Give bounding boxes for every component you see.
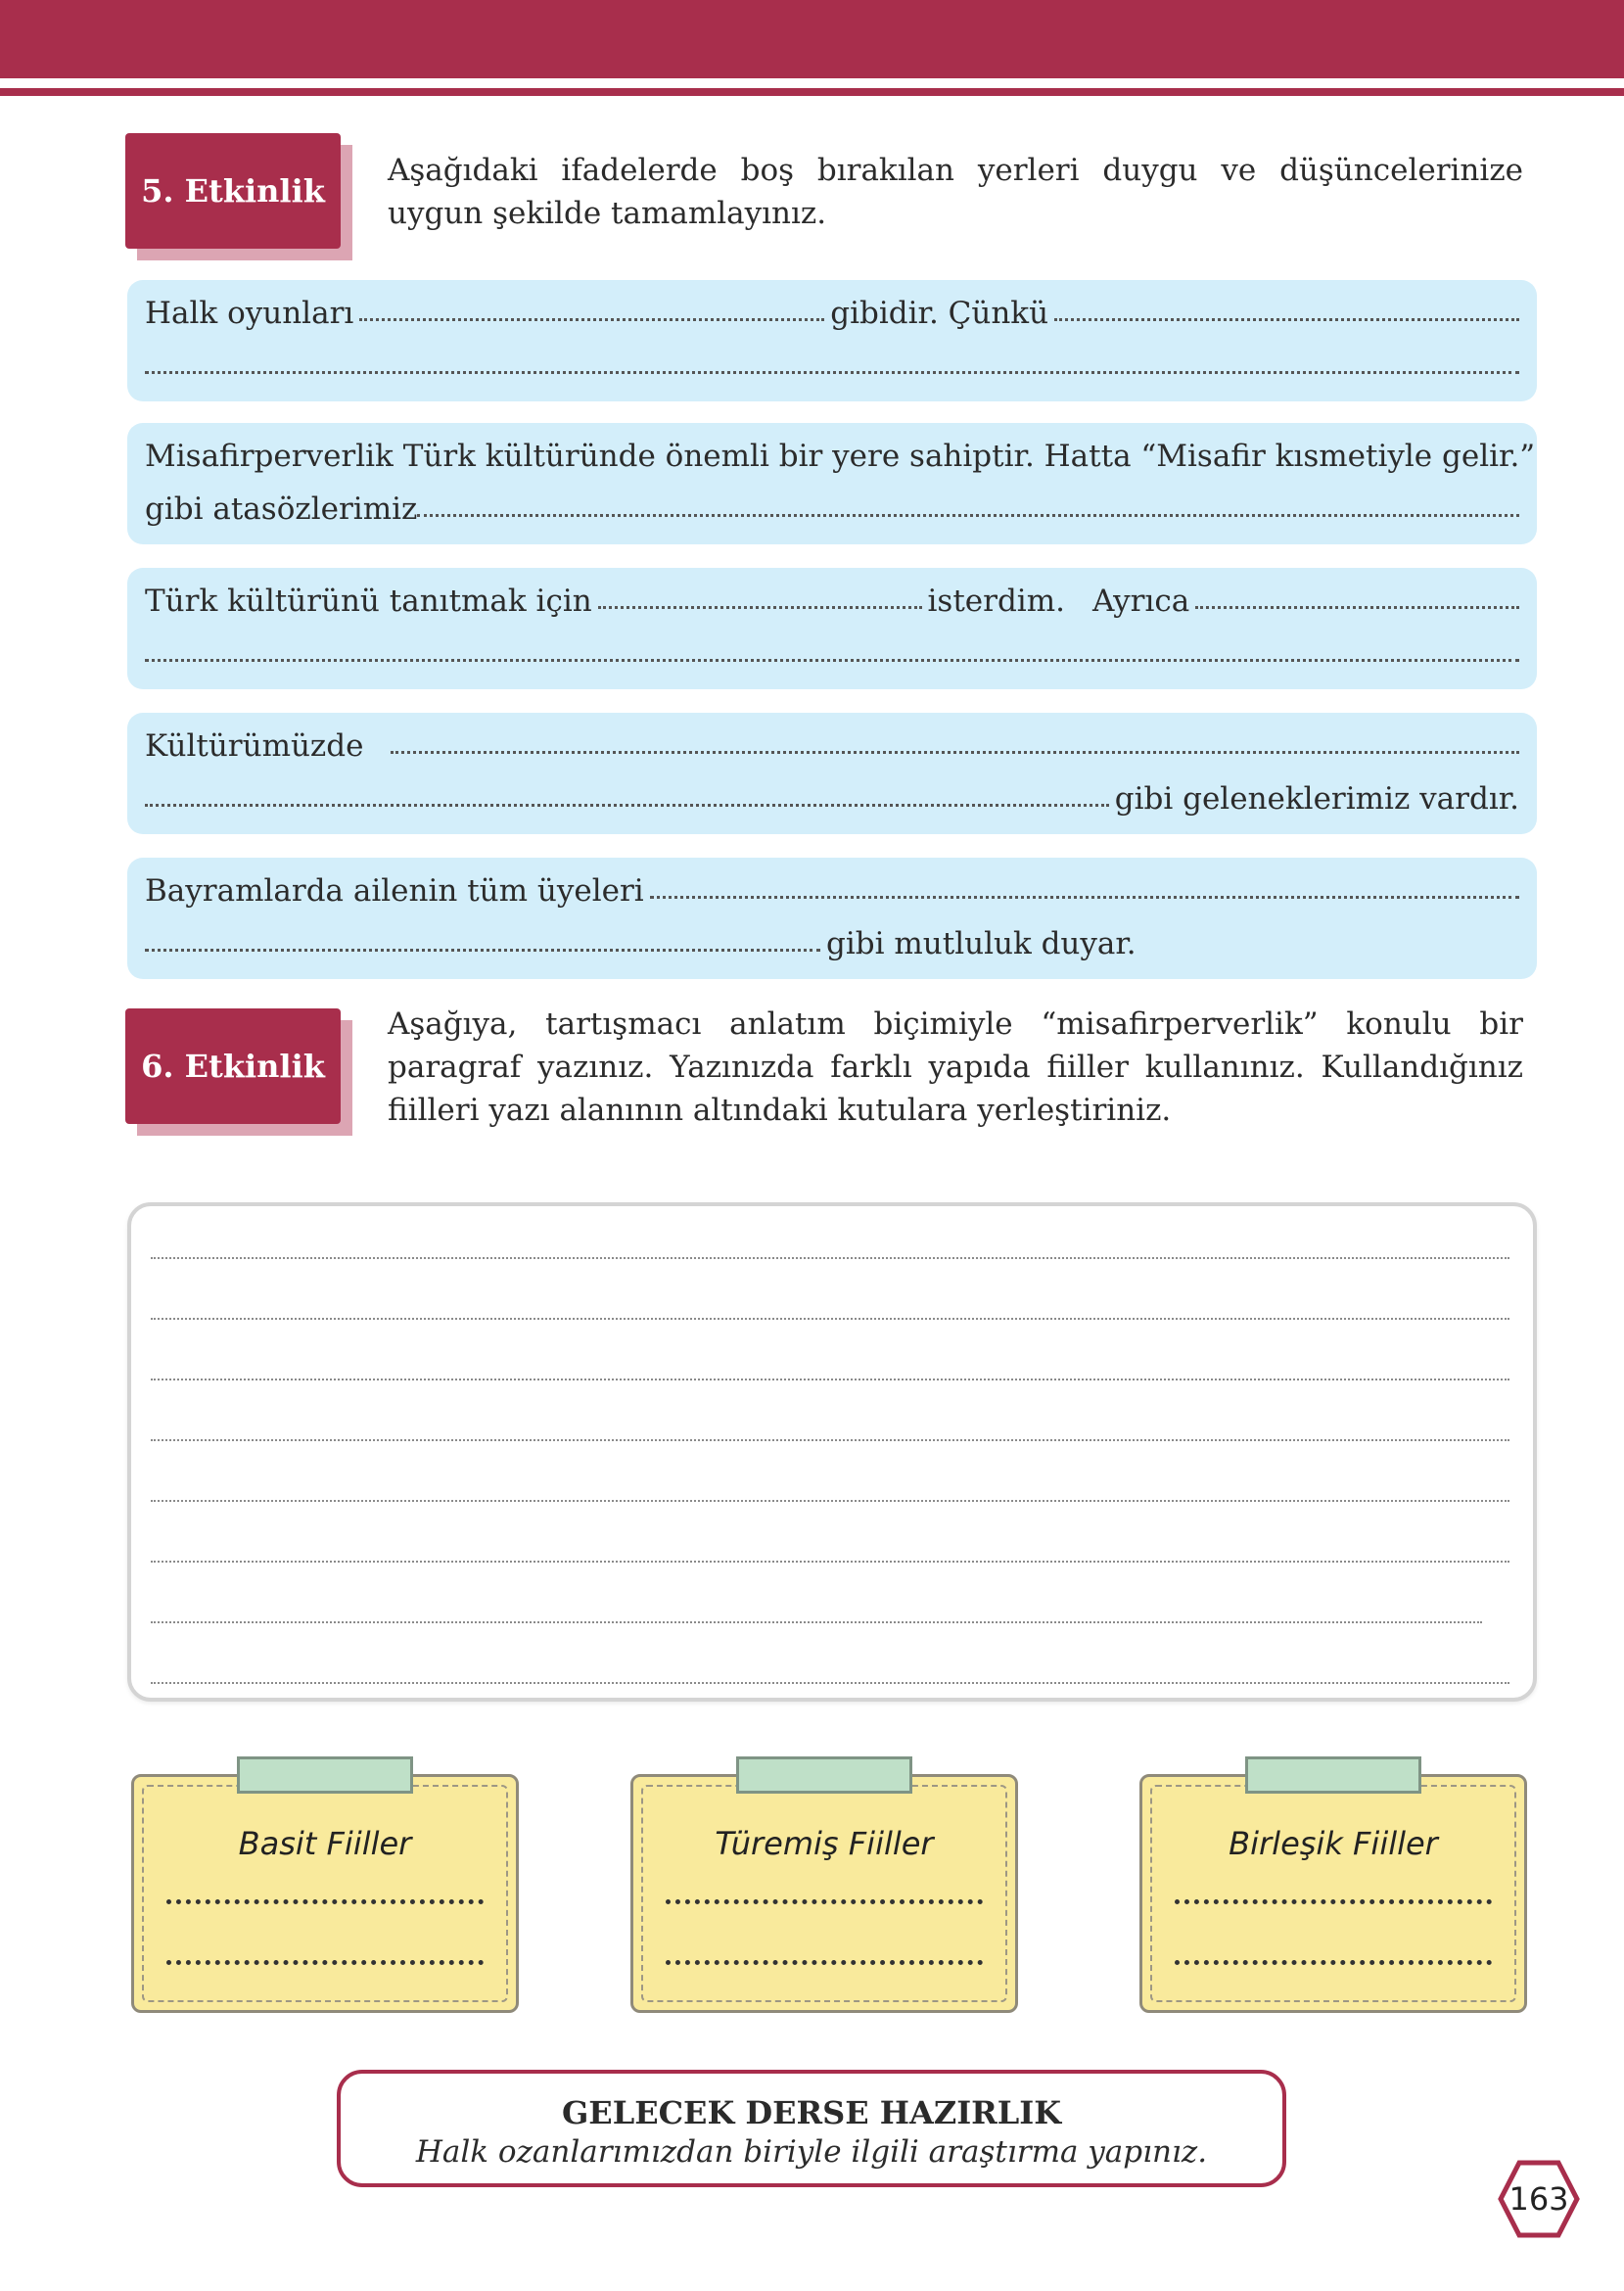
note-blank[interactable] — [1175, 1960, 1492, 1965]
blank[interactable] — [1195, 606, 1519, 609]
note-basit-fiiller — [131, 1774, 519, 2013]
blank[interactable] — [650, 896, 1519, 899]
sentence-3-part-b: isterdim. — [927, 584, 1065, 619]
note-birlesik-fiiller — [1139, 1774, 1527, 2013]
blank[interactable] — [145, 371, 1519, 374]
page-number — [1498, 2160, 1580, 2238]
note-blank[interactable] — [666, 1960, 983, 1965]
activity-5-instruction: Aşağıdaki ifadelerde boş bırakılan yerleri duygu ve düşüncelerinize uygun şekilde tamamlayınız. — [388, 153, 1523, 231]
blank[interactable] — [145, 659, 1519, 662]
blank[interactable] — [145, 949, 820, 952]
writing-line[interactable] — [151, 1682, 1509, 1684]
sentence-5-part-b: gibi mutluluk duyar. — [826, 926, 1137, 961]
writing-line[interactable] — [151, 1257, 1509, 1259]
activity-6-label: 6. Etkinlik — [125, 1008, 341, 1124]
writing-line[interactable] — [151, 1561, 1509, 1563]
tape-decoration — [237, 1756, 413, 1794]
activity-6-badge — [125, 1008, 352, 1138]
writing-line[interactable] — [151, 1318, 1509, 1320]
page-number-text: 163 — [1508, 2180, 1569, 2218]
note-blank[interactable] — [166, 1960, 484, 1965]
sentence-3-part-a: Türk kültürünü tanıtmak için — [145, 584, 592, 619]
note-blank[interactable] — [166, 1899, 484, 1904]
sentence-3-part-c: Ayrıca — [1091, 584, 1190, 619]
fill-box-5 — [127, 858, 1537, 979]
writing-line[interactable] — [151, 1379, 1509, 1380]
header-bar — [0, 0, 1624, 78]
next-lesson-box — [337, 2070, 1286, 2187]
fill-box-4 — [127, 713, 1537, 834]
blank[interactable] — [391, 751, 1519, 754]
writing-line[interactable] — [151, 1621, 1482, 1623]
activity-6-instruction: Aşağıya, tartışmacı anlatım biçimiyle “misafirperverlik” konulu bir paragraf yazınız. Yazınızda farklı yapıda fiiller kullanınız. Kullandığınız fiilleri yazı alanının altındaki kutulara yerleştiriniz. — [388, 1006, 1523, 1128]
blank[interactable] — [1054, 318, 1519, 321]
sentence-1-part-a: Halk oyunları — [145, 296, 354, 331]
sentence-4-part-a: Kültürümüzde — [145, 728, 364, 764]
next-lesson-text: Halk ozanlarımızdan biriyle ilgili araştırma yapınız. — [415, 2134, 1208, 2170]
header-rule — [0, 88, 1624, 96]
sentence-4-part-b: gibi geleneklerimiz vardır. — [1114, 781, 1519, 817]
sentence-2-line-1: Misafirperverlik Türk kültüründe önemli bir yere sahiptir. Hatta “Misafir kısmetiyle gelir.” — [145, 439, 1536, 474]
sentence-5-part-a: Bayramlarda ailenin tüm üyeleri — [145, 873, 644, 909]
activity-5-badge — [125, 133, 352, 262]
note-title: Basit Fiiller — [238, 1825, 412, 1862]
note-blank[interactable] — [1175, 1899, 1492, 1904]
writing-line[interactable] — [151, 1500, 1509, 1502]
note-blank[interactable] — [666, 1899, 983, 1904]
sentence-2-line-2: gibi atasözlerimiz — [145, 491, 418, 527]
writing-line[interactable] — [151, 1439, 1509, 1441]
blank[interactable] — [417, 514, 1519, 517]
paragraph-writing-area[interactable] — [127, 1202, 1537, 1702]
sentence-1-part-b: gibidir. Çünkü — [830, 296, 1049, 331]
tape-decoration — [736, 1756, 912, 1794]
fill-box-1 — [127, 280, 1537, 401]
fill-box-3 — [127, 568, 1537, 689]
blank[interactable] — [598, 606, 922, 609]
activity-5-label: 5. Etkinlik — [125, 133, 341, 249]
next-lesson-title: GELECEK DERSE HAZIRLIK — [561, 2094, 1062, 2131]
note-title: Türemiş Fiiller — [715, 1825, 934, 1862]
fill-box-2 — [127, 423, 1537, 544]
note-title: Birleşik Fiiller — [1229, 1825, 1438, 1862]
blank[interactable] — [359, 318, 824, 321]
blank[interactable] — [145, 804, 1109, 807]
note-turemis-fiiller — [630, 1774, 1018, 2013]
tape-decoration — [1245, 1756, 1421, 1794]
